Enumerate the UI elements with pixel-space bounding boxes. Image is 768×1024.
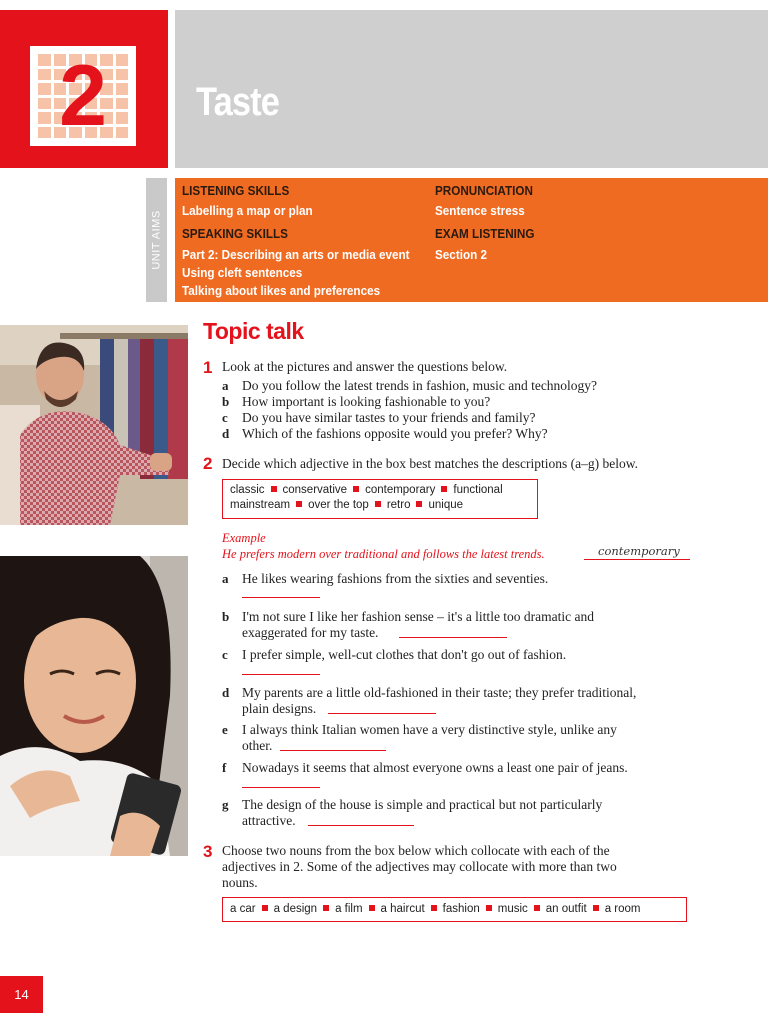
question-1-prompt: Look at the pictures and answer the questions below. <box>222 359 508 374</box>
example-answer: contemporary <box>598 544 680 558</box>
question-number: 3 <box>203 842 213 861</box>
unit-number: 2 <box>59 48 107 144</box>
photo-woman-with-phone <box>0 556 188 856</box>
item-letter: a <box>222 378 229 393</box>
question-3-prompt: adjectives in 2. Some of the adjectives may collocate with more than two <box>222 859 617 874</box>
answer-blank[interactable] <box>242 674 320 675</box>
question-2-item: plain designs. <box>242 701 317 716</box>
word-chip: a film <box>335 903 363 915</box>
question-1-item: Which of the fashions opposite would you prefer? Why? <box>242 426 548 441</box>
word-chip: a room <box>604 903 641 915</box>
answer-line <box>584 559 690 560</box>
question-2-item: exaggerated for my taste. <box>242 625 379 640</box>
item-letter: e <box>222 722 228 737</box>
question-number: 2 <box>203 454 213 473</box>
word-chip: retro <box>386 499 411 511</box>
word-chip: fashion <box>442 903 480 915</box>
word-chip: contemporary <box>365 484 436 496</box>
question-2-prompt: Decide which adjective in the box best matches the descriptions (a–g) below. <box>222 456 638 471</box>
word-chip: functional <box>453 484 503 496</box>
aim-listening-item: Labelling a map or plan <box>182 203 313 218</box>
question-2-item: My parents are a little old-fashioned in their taste; they prefer traditional, <box>242 685 637 700</box>
question-2-item: The design of the house is simple and practical but not particularly <box>242 797 603 812</box>
aim-speaking-item: Using cleft sentences <box>182 265 303 280</box>
question-2-item: attractive. <box>242 813 296 828</box>
aim-pronunciation-item: Sentence stress <box>435 203 525 218</box>
item-letter: d <box>222 685 230 700</box>
word-chip: a haircut <box>380 903 425 915</box>
item-letter: b <box>222 394 230 409</box>
word-chip: music <box>497 903 528 915</box>
question-1-item: How important is looking fashionable to you? <box>242 394 491 409</box>
unit-title: Taste <box>196 80 280 124</box>
question-2-item: I'm not sure I like her fashion sense – it's a little too dramatic and <box>242 609 595 624</box>
word-chip: unique <box>428 499 464 511</box>
item-letter: a <box>222 571 229 586</box>
example-label: Example <box>222 531 266 545</box>
aim-exam-item: Section 2 <box>435 247 488 262</box>
aim-exam-heading: EXAM LISTENING <box>435 226 535 241</box>
answer-blank[interactable] <box>242 597 320 598</box>
section-title: Topic talk <box>203 318 304 344</box>
example-text: He prefers modern over traditional and follows the latest trends. <box>222 547 545 561</box>
item-letter: f <box>222 760 227 775</box>
question-1-item: Do you follow the latest trends in fashion, music and technology? <box>242 378 598 393</box>
answer-blank[interactable] <box>399 637 507 638</box>
aim-listening-heading: LISTENING SKILLS <box>182 183 290 198</box>
noun-box <box>222 897 687 922</box>
adjective-box <box>222 479 538 519</box>
question-number: 1 <box>203 358 213 377</box>
question-3-prompt: nouns. <box>222 875 258 890</box>
answer-blank[interactable] <box>242 787 320 788</box>
question-2-item: other. <box>242 738 273 753</box>
word-chip: a car <box>230 903 256 915</box>
question-1-item: Do you have similar tastes to your friends and family? <box>242 410 536 425</box>
item-letter: c <box>222 647 228 662</box>
aim-speaking-item: Talking about likes and preferences <box>182 283 381 298</box>
aim-speaking-heading: SPEAKING SKILLS <box>182 226 288 241</box>
question-3-prompt: Choose two nouns from the box below which collocate with each of the <box>222 843 610 858</box>
word-chip: a design <box>273 903 318 915</box>
word-chip: mainstream <box>230 499 291 511</box>
item-letter: b <box>222 609 230 624</box>
question-2-item: He likes wearing fashions from the sixties and seventies. <box>242 571 549 586</box>
item-letter: g <box>222 797 229 812</box>
word-chip: classic <box>230 484 265 496</box>
item-letter: d <box>222 426 230 441</box>
answer-blank[interactable] <box>280 750 386 751</box>
answer-blank[interactable] <box>308 825 414 826</box>
page-number: 14 <box>14 987 29 1002</box>
photo-man-browsing-clothes <box>0 325 188 525</box>
unit-aims-label: UNIT AIMS <box>150 210 163 270</box>
aim-pronunciation-heading: PRONUNCIATION <box>435 183 533 198</box>
word-chip: an outfit <box>545 903 587 915</box>
word-chip: over the top <box>308 499 369 511</box>
item-letter: c <box>222 410 228 425</box>
word-chip: conservative <box>282 484 348 496</box>
question-2-item: I always think Italian women have a very distinctive style, unlike any <box>242 722 617 737</box>
question-2-item: Nowadays it seems that almost everyone owns a least one pair of jeans. <box>242 760 628 775</box>
question-2-item: I prefer simple, well-cut clothes that don't go out of fashion. <box>242 647 567 662</box>
aim-speaking-item: Part 2: Describing an arts or media event <box>182 247 410 262</box>
answer-blank[interactable] <box>328 713 436 714</box>
